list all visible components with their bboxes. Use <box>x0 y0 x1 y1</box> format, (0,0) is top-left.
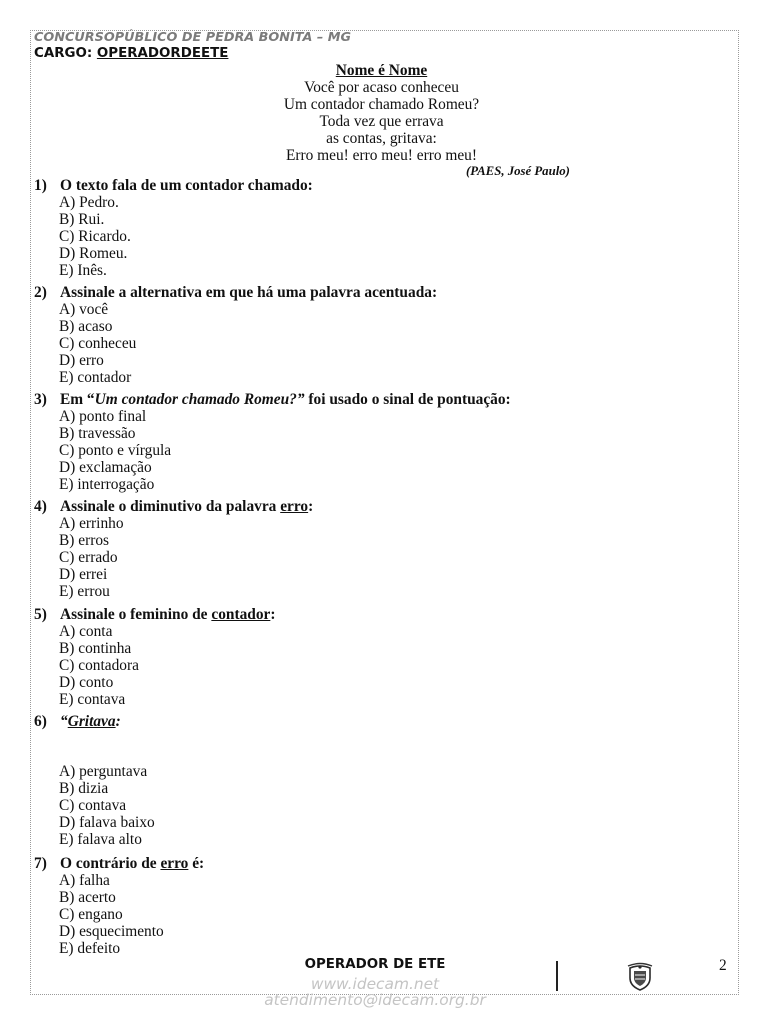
option-c: C) contava <box>59 797 127 814</box>
option-a: A) Pedro. <box>59 194 119 211</box>
municipal-crest-icon <box>626 962 654 992</box>
option-d: D) esquecimento <box>59 923 164 940</box>
option-c: C) engano <box>59 906 123 923</box>
poem-title: Nome é Nome <box>335 62 428 79</box>
question-text-after: : <box>115 713 121 730</box>
question-prompt <box>0 284 740 301</box>
option-a: A) falha <box>59 872 110 889</box>
question-text: O texto fala de um contador chamado: <box>60 177 313 194</box>
question-prompt <box>0 498 740 515</box>
question-prompt <box>0 855 740 872</box>
option-c: C) conheceu <box>59 335 137 352</box>
question-text-after: : <box>308 498 314 515</box>
question-text-before: O contrário de <box>60 855 161 872</box>
option-c: C) ponto e vírgula <box>59 442 172 459</box>
option-e: E) Inês. <box>59 262 107 279</box>
answer-options <box>0 872 740 957</box>
option-e: E) errou <box>59 583 110 600</box>
cargo-value: OPERADORDEETE <box>96 46 229 61</box>
option-c: C) contadora <box>59 657 139 674</box>
option-d: D) falava baixo <box>59 814 155 831</box>
question-quoted-verse: Um contador chamado Romeu?” <box>94 391 305 408</box>
question-keyword: erro <box>280 498 309 515</box>
option-b: B) travessão <box>59 425 136 442</box>
poem-line: Erro meu! erro meu! erro meu! <box>285 147 477 164</box>
option-c: C) errado <box>59 549 118 566</box>
poem <box>30 62 733 164</box>
question-text: Assinale a alternativa em que há uma palavra acentuada: <box>60 284 438 301</box>
question-2 <box>0 284 740 386</box>
footer-website: www.idecam.net <box>310 975 440 993</box>
option-e: E) contador <box>59 369 132 386</box>
option-e: E) falava alto <box>59 831 142 848</box>
question-prompt <box>0 391 740 408</box>
poem-source: (PAES, José Paulo) <box>466 164 570 178</box>
question-number: 1) <box>34 177 47 194</box>
option-b: B) continha <box>59 640 132 657</box>
option-a: A) ponto final <box>59 408 147 425</box>
poem-line: as contas, gritava: <box>326 130 437 147</box>
question-prompt <box>0 606 740 623</box>
question-3 <box>0 391 740 493</box>
option-a: A) você <box>59 301 109 318</box>
question-keyword: erro <box>160 855 189 872</box>
cargo-label: CARGO: <box>34 46 93 61</box>
answer-options <box>0 301 740 386</box>
answer-options <box>0 763 740 848</box>
option-e: E) contava <box>59 691 126 708</box>
poem-line: Toda vez que errava <box>319 113 444 130</box>
poem-line: Um contador chamado Romeu? <box>283 96 480 113</box>
exam-title: CONCURSOPÚBLICO DE PEDRA BONITA – MG <box>34 30 351 45</box>
option-d: D) errei <box>59 566 108 583</box>
question-text-after: é: <box>188 855 205 872</box>
question-number: 2) <box>34 284 47 301</box>
option-a: A) perguntava <box>59 763 148 780</box>
question-number: 7) <box>34 855 47 872</box>
question-text-before: “ <box>60 713 68 730</box>
question-prompt <box>0 177 740 194</box>
option-d: D) Romeu. <box>59 245 128 262</box>
question-text-after: foi usado o sinal de pontuação: <box>304 391 511 408</box>
option-e: E) defeito <box>59 940 121 957</box>
cargo-line <box>34 46 228 62</box>
answer-options <box>0 623 740 708</box>
answer-options <box>0 194 740 279</box>
question-1 <box>0 177 740 279</box>
option-b: B) erros <box>59 532 110 549</box>
option-d: D) conto <box>59 674 114 691</box>
question-text-before: Em “ <box>60 391 95 408</box>
question-text-before: Assinale o feminino de <box>60 606 212 623</box>
question-keyword: Gritava <box>67 713 116 730</box>
page-number: 2 <box>719 957 727 974</box>
option-b: B) acerto <box>59 889 116 906</box>
question-text-after: : <box>270 606 276 623</box>
footer-email: atendimento@idecam.org.br <box>264 991 486 1009</box>
question-number: 5) <box>34 606 47 623</box>
option-b: B) Rui. <box>59 211 105 228</box>
option-a: A) errinho <box>59 515 124 532</box>
answer-options <box>0 515 740 600</box>
question-number: 3) <box>34 391 47 408</box>
footer-divider <box>556 961 558 991</box>
option-d: D) erro <box>59 352 104 369</box>
question-7 <box>0 855 740 957</box>
question-5 <box>0 606 740 708</box>
option-b: B) acaso <box>59 318 113 335</box>
answer-options <box>0 408 740 493</box>
question-number: 4) <box>34 498 47 515</box>
footer-role: OPERADOR DE ETE <box>304 957 446 972</box>
option-c: C) Ricardo. <box>59 228 131 245</box>
option-e: E) interrogação <box>59 476 155 493</box>
question-prompt <box>0 713 740 730</box>
question-keyword: contador <box>211 606 271 623</box>
question-text-before: Assinale o diminutivo da palavra <box>60 498 281 515</box>
option-b: B) dizia <box>59 780 109 797</box>
option-a: A) conta <box>59 623 113 640</box>
question-4 <box>0 498 740 600</box>
poem-line: Você por acaso conheceu <box>304 79 459 96</box>
question-6 <box>0 713 740 848</box>
option-d: D) exclamação <box>59 459 152 476</box>
question-number: 6) <box>34 713 47 730</box>
